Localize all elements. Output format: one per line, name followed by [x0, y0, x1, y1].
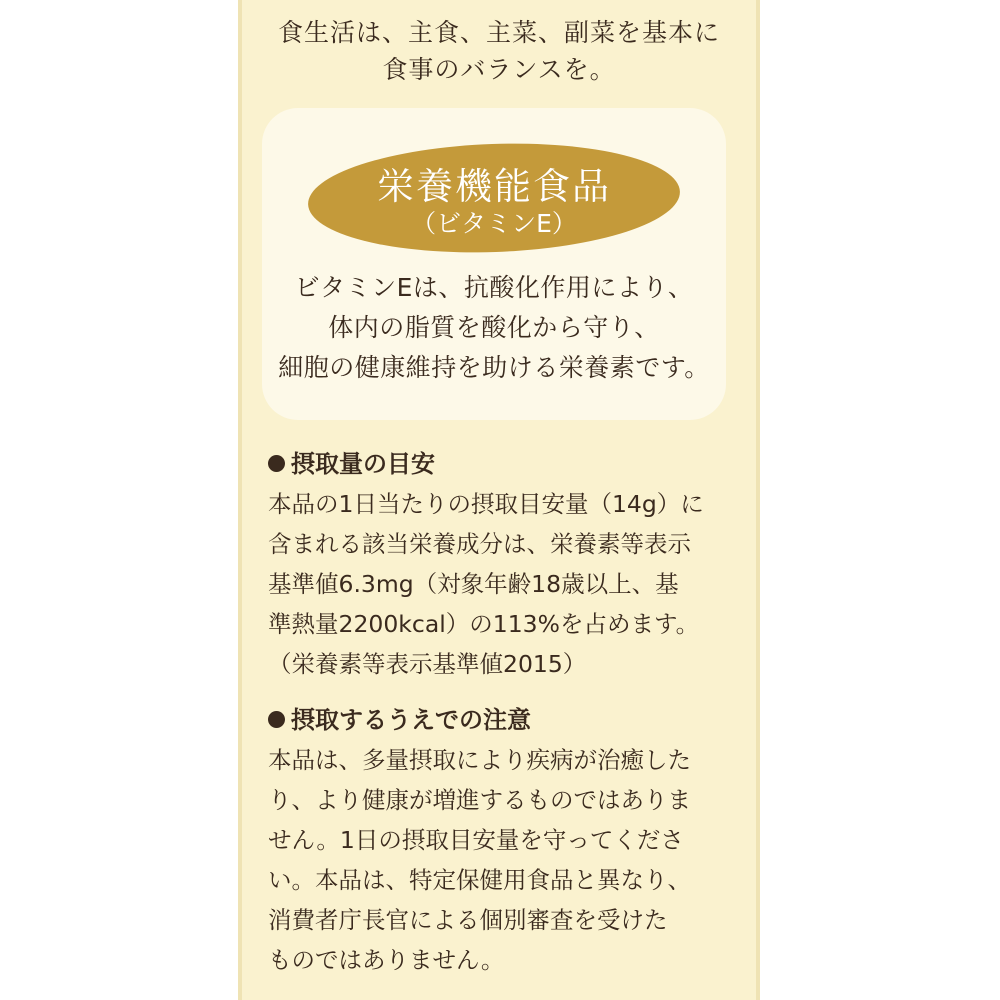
badge-title: 栄養機能食品	[377, 165, 611, 208]
caution-line: ものではありません。	[268, 946, 505, 974]
vitamin-e-description	[262, 268, 726, 388]
caution-heading	[268, 700, 748, 740]
caution-line: 本品は、多量摂取により疾病が治癒した	[268, 746, 691, 774]
caution-line: 消費者庁長官による個別審査を受けた	[268, 906, 668, 934]
caution-heading-text: 摂取するうえでの注意	[291, 706, 531, 734]
intake-line: 含まれる該当栄養成分は、栄養素等表示	[268, 530, 691, 558]
intake-line: （栄養素等表示基準値2015）	[268, 650, 587, 678]
nutrition-function-box	[262, 108, 726, 420]
description-line: ビタミンEは、抗酸化作用により、	[294, 273, 694, 302]
intake-line: 基準値6.3mg（対象年齢18歳以上、基	[268, 570, 679, 598]
intake-line: 本品の1日当たりの摂取目安量（14g）に	[268, 490, 704, 518]
caution-section	[268, 700, 748, 980]
intro-line: 食生活は、主食、主菜、副菜を基本に	[277, 18, 720, 47]
caution-line: り、より健康が増進するものではありま	[268, 786, 691, 814]
intro-line: 食事のバランスを。	[382, 55, 616, 84]
intake-heading-text: 摂取量の目安	[291, 450, 435, 478]
description-line: 細胞の健康維持を助ける栄養素です。	[278, 353, 710, 382]
intake-line: 準熱量2200kcal）の113%を占めます。	[268, 610, 700, 638]
badge-subtitle: （ビタミンE）	[411, 209, 577, 238]
panel-edge-left	[238, 0, 242, 1000]
intake-section	[268, 444, 748, 684]
panel-edge-right	[756, 0, 760, 1000]
caution-line: い。本品は、特定保健用食品と異なり、	[268, 866, 691, 894]
bullet-icon	[268, 711, 285, 728]
intro-text	[238, 14, 760, 88]
caution-line: せん。1日の摂取目安量を守ってくださ	[268, 826, 684, 854]
intake-heading	[268, 444, 748, 484]
description-line: 体内の脂質を酸化から守り、	[328, 313, 660, 342]
bullet-icon	[268, 455, 285, 472]
